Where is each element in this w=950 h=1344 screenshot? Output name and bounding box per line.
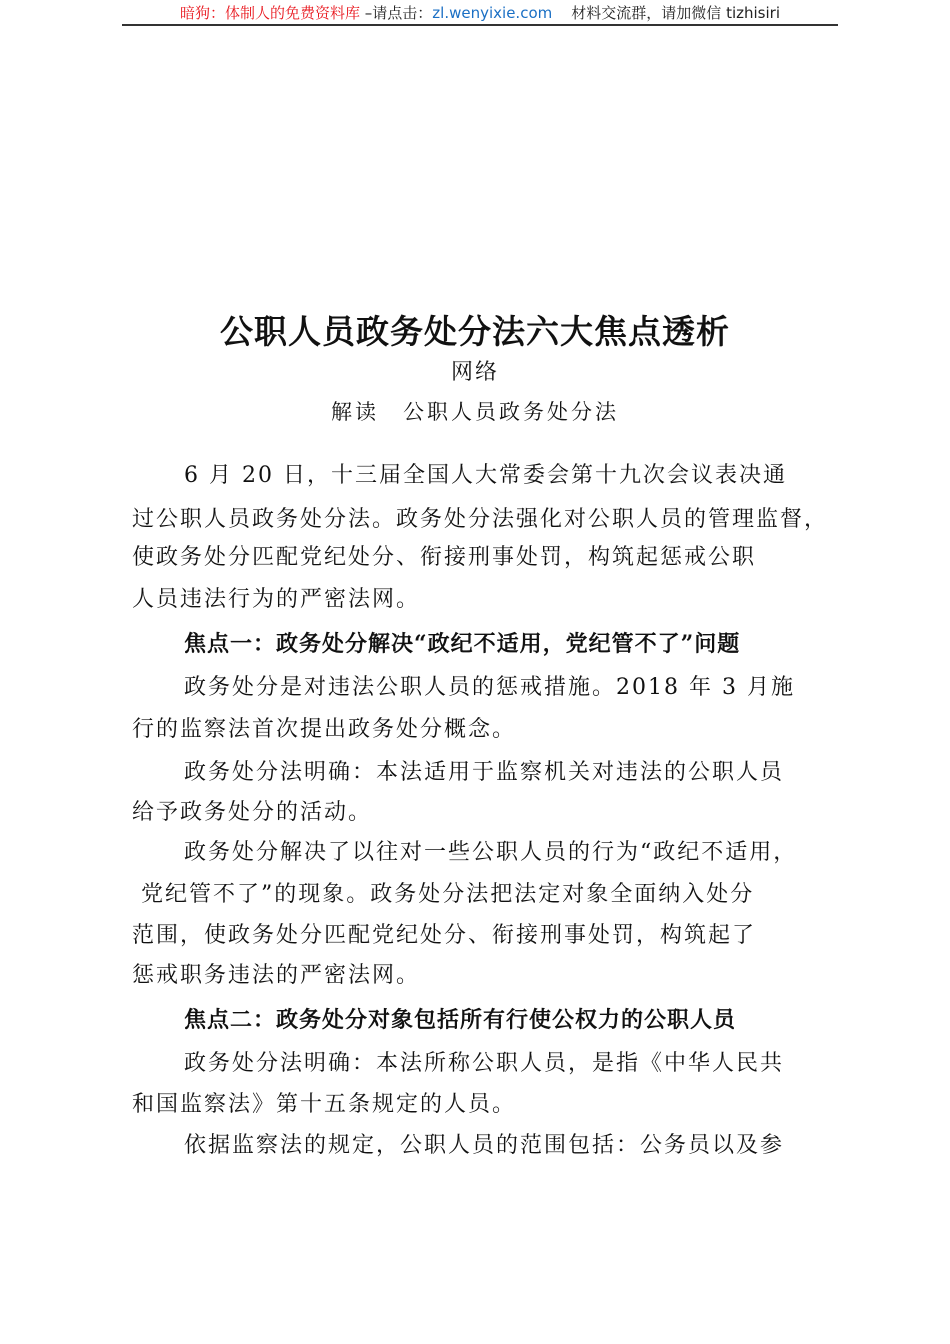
paragraph-line: 人员违法行为的严密法网。 <box>132 587 421 612</box>
paragraph-line: 使政务处分匹配党纪处分、衔接刑事处罚，构筑起惩戒公职 <box>132 545 757 570</box>
paragraph-line: 政务处分是对违法公职人员的惩戒措施。2018 年 3 月施 <box>184 675 795 700</box>
section-heading: 焦点一：政务处分解决“政纪不适用，党纪管不了”问题 <box>184 631 741 657</box>
promo-prompt: –请点击： <box>360 4 433 22</box>
paragraph-line: 政务处分法明确：本法所称公职人员，是指《中华人民共 <box>184 1051 785 1076</box>
paragraph-line: 过公职人员政务处分法。政务处分法强化对公职人员的管理监督， <box>132 507 829 532</box>
promo-link[interactable]: zl.wenyixie.com <box>432 4 553 22</box>
section-heading: 焦点二：政务处分对象包括所有行使公权力的公职人员 <box>184 1007 737 1033</box>
paragraph-line: 惩戒职务违法的严密法网。 <box>132 963 421 988</box>
paragraph-line: 6 月 20 日，十三届全国人大常委会第十九次会议表决通 <box>184 463 787 488</box>
document-source: 网络 <box>450 360 499 385</box>
promo-site-name: 暗狗：体制人的免费资料库 <box>180 4 361 22</box>
paragraph-line: 行的监察法首次提出政务处分概念。 <box>132 717 517 742</box>
promo-contact: 材料交流群，请加微信 tizhisiri <box>552 4 780 22</box>
paragraph-line: 给予政务处分的活动。 <box>132 800 373 825</box>
paragraph-line: 党纪管不了”的现象。政务处分法把法定对象全面纳入处分 <box>132 882 755 907</box>
document-title: 公职人员政务处分法六大焦点透析 <box>220 312 730 351</box>
document-subtitle: 解读 公职人员政务处分法 <box>331 400 619 424</box>
paragraph-line: 政务处分法明确：本法适用于监察机关对违法的公职人员 <box>184 760 785 785</box>
paragraph-line: 政务处分解决了以往对一些公职人员的行为“政纪不适用， <box>184 840 798 865</box>
paragraph-line: 范围，使政务处分匹配党纪处分、衔接刑事处罚，构筑起了 <box>132 923 757 948</box>
paragraph-line: 和国监察法》第十五条规定的人员。 <box>132 1092 517 1117</box>
header-divider <box>122 24 838 26</box>
paragraph-line: 依据监察法的规定，公职人员的范围包括：公务员以及参 <box>184 1133 785 1158</box>
promo-header <box>122 2 838 24</box>
